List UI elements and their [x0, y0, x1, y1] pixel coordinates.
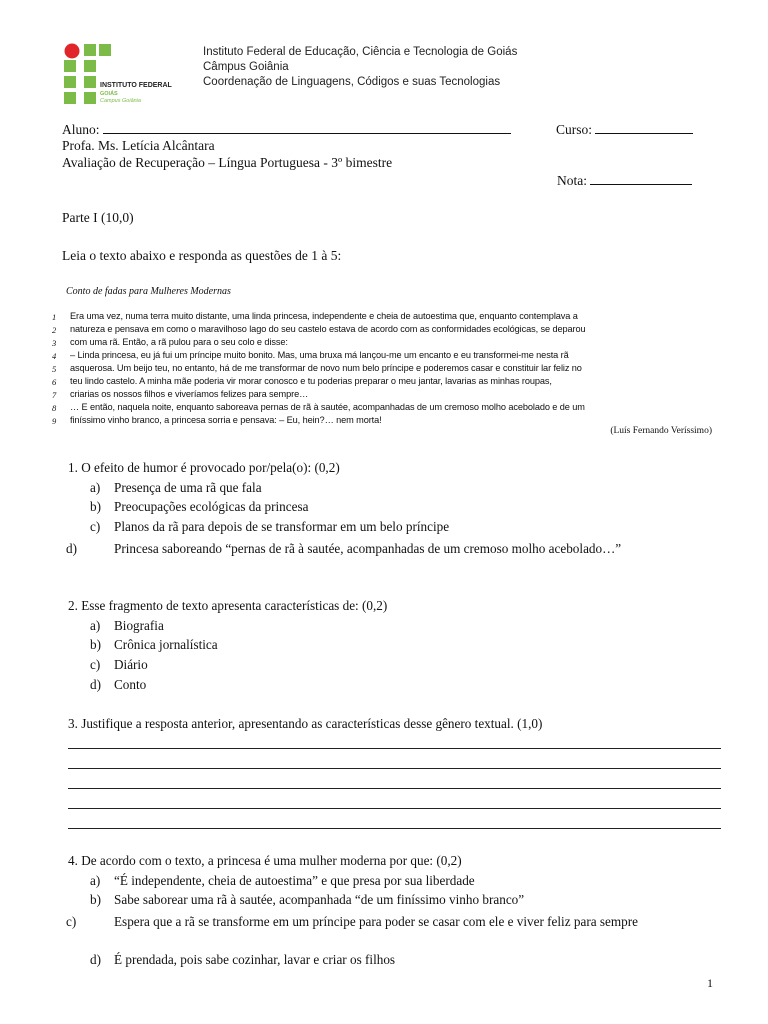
- option-label: b): [90, 499, 101, 514]
- option-text: Planos da rã para depois de se transformar em um belo príncipe: [114, 519, 450, 534]
- grade-field: [557, 172, 692, 189]
- option-text: Espera que a rã se transforme em um príncipe para poder se casar com ele e viver feliz para sempre: [114, 914, 638, 929]
- teacher-name: Profa. Ms. Letícia Alcântara: [62, 138, 215, 153]
- option-label: c): [66, 914, 77, 929]
- story-line: criarias os nossos filhos e viveríamos felizes para sempre…: [70, 389, 309, 399]
- answer-line[interactable]: [68, 768, 721, 769]
- line-number: 9: [52, 416, 57, 426]
- q2-option-d[interactable]: [90, 677, 146, 693]
- q4-option-d[interactable]: [90, 952, 395, 968]
- course-field: [556, 121, 693, 138]
- grade-line[interactable]: [590, 172, 692, 185]
- line-number: 4: [52, 351, 57, 361]
- line-number: 1: [52, 312, 57, 322]
- option-label: c): [90, 519, 101, 534]
- q1-option-d[interactable]: [66, 539, 712, 558]
- campus-name: Câmpus Goiânia: [203, 61, 289, 73]
- logo-text-line-3: Campus Goiânia: [100, 98, 141, 104]
- answer-line[interactable]: [68, 828, 721, 829]
- page-number: 1: [707, 976, 713, 990]
- option-text: Diário: [114, 657, 148, 672]
- line-number: 6: [52, 377, 57, 387]
- story-title: Conto de fadas para Mulheres Modernas: [66, 286, 231, 297]
- option-text: Crônica jornalística: [114, 637, 218, 652]
- question-3-stem: 3. Justifique a resposta anterior, apresentando as características desse gênero textual. (1,0): [68, 716, 543, 731]
- option-text: Sabe saborear uma rã à sautée, acompanhada “de um finíssimo vinho branco”: [114, 892, 525, 907]
- story-line: – Linda princesa, eu já fui um príncipe muito bonito. Mas, uma bruxa má lançou-me um encanto e eu transformei-me nesta rã: [70, 350, 569, 360]
- line-number: 2: [52, 325, 57, 335]
- story-line: … E então, naquela noite, enquanto saboreava pernas de rã à sautée, acompanhadas de um cremoso molho acebolado e de um: [70, 402, 585, 412]
- option-label: d): [90, 952, 101, 967]
- story-line: natureza e pensava em como o maravilhoso lago do seu castelo estava de acordo com as conformidades ecológicas, se deparou: [70, 324, 586, 334]
- question-2-stem: 2. Esse fragmento de texto apresenta características de: (0,2): [68, 598, 388, 613]
- line-number: 7: [52, 390, 57, 400]
- option-text: Conto: [114, 677, 147, 692]
- q4-option-a[interactable]: [90, 873, 475, 889]
- option-label: a): [90, 873, 101, 888]
- story-line: asquerosa. Um beijo teu, no entanto, há de me transformar de novo num belo príncipe e poderemos casar e constituir lar feliz no: [70, 363, 582, 373]
- story-author: (Luís Fernando Veríssimo): [610, 426, 712, 436]
- option-text: Preocupações ecológicas da princesa: [114, 499, 309, 514]
- q1-option-c[interactable]: [90, 519, 449, 535]
- option-label: a): [90, 618, 101, 633]
- q2-option-c[interactable]: [90, 657, 148, 673]
- option-text: Biografia: [114, 618, 164, 633]
- story-line: com uma rã. Então, a rã pulou para o seu colo e disse:: [70, 337, 288, 347]
- q1-option-a[interactable]: [90, 480, 262, 496]
- line-number: 8: [52, 403, 57, 413]
- line-number: 3: [52, 338, 57, 348]
- coordination-name: Coordenação de Linguagens, Códigos e suas Tecnologias: [203, 76, 501, 88]
- institution-logo: [62, 42, 182, 108]
- q1-option-b[interactable]: [90, 499, 308, 515]
- course-label: Curso:: [556, 122, 593, 137]
- answer-line[interactable]: [68, 788, 721, 789]
- institution-name: Instituto Federal de Educação, Ciência e Tecnologia de Goiás: [203, 46, 518, 58]
- logo-text-line-1: INSTITUTO FEDERAL: [100, 82, 172, 89]
- question-1-stem: 1. O efeito de humor é provocado por/pela(o): (0,2): [68, 460, 340, 475]
- q4-option-b[interactable]: [90, 892, 524, 908]
- exam-title: Avaliação de Recuperação – Língua Portuguesa - 3º bimestre: [62, 155, 393, 170]
- option-label: b): [90, 892, 101, 907]
- story-line: teu lindo castelo. A minha mãe poderia vir morar conosco e tu poderias preparar o meu jantar, lavarias as minhas roupas,: [70, 376, 552, 386]
- question-4-stem: 4. De acordo com o texto, a princesa é uma mulher moderna por que: (0,2): [68, 853, 462, 868]
- line-number: 5: [52, 364, 57, 374]
- instruction-text: Leia o texto abaixo e responda as questões de 1 à 5:: [62, 248, 342, 263]
- option-text: “É independente, cheia de autoestima” e que presa por sua liberdade: [114, 873, 475, 888]
- option-label: d): [90, 677, 101, 692]
- student-field: [62, 121, 511, 138]
- q4-option-c[interactable]: [66, 912, 712, 931]
- option-text: Princesa saboreando “pernas de rã à sautée, acompanhadas de um cremoso molho acebolado…”: [114, 541, 622, 556]
- grade-label: Nota:: [557, 173, 587, 188]
- story-line: finíssimo vinho branco, a princesa sorria e pensava: – Eu, hein?… nem morta!: [70, 415, 382, 425]
- logo-text-line-2: GOIÁS: [100, 91, 118, 97]
- part-heading: Parte I (10,0): [62, 210, 134, 225]
- answer-line[interactable]: [68, 808, 721, 809]
- story-line: Era uma vez, numa terra muito distante, uma linda princesa, independente e cheia de autoestima que, enquanto contemplava a: [70, 311, 578, 321]
- option-text: Presença de uma rã que fala: [114, 480, 262, 495]
- option-label: b): [90, 637, 101, 652]
- logo-red-dot: [65, 44, 80, 59]
- option-label: a): [90, 480, 101, 495]
- q2-option-a[interactable]: [90, 618, 164, 634]
- answer-line[interactable]: [68, 748, 721, 749]
- option-text: É prendada, pois sabe cozinhar, lavar e criar os filhos: [114, 952, 396, 967]
- option-label: d): [66, 541, 77, 556]
- student-name-line[interactable]: [103, 121, 511, 134]
- student-label: Aluno:: [62, 122, 100, 137]
- option-label: c): [90, 657, 101, 672]
- course-line[interactable]: [595, 121, 693, 134]
- q2-option-b[interactable]: [90, 637, 218, 653]
